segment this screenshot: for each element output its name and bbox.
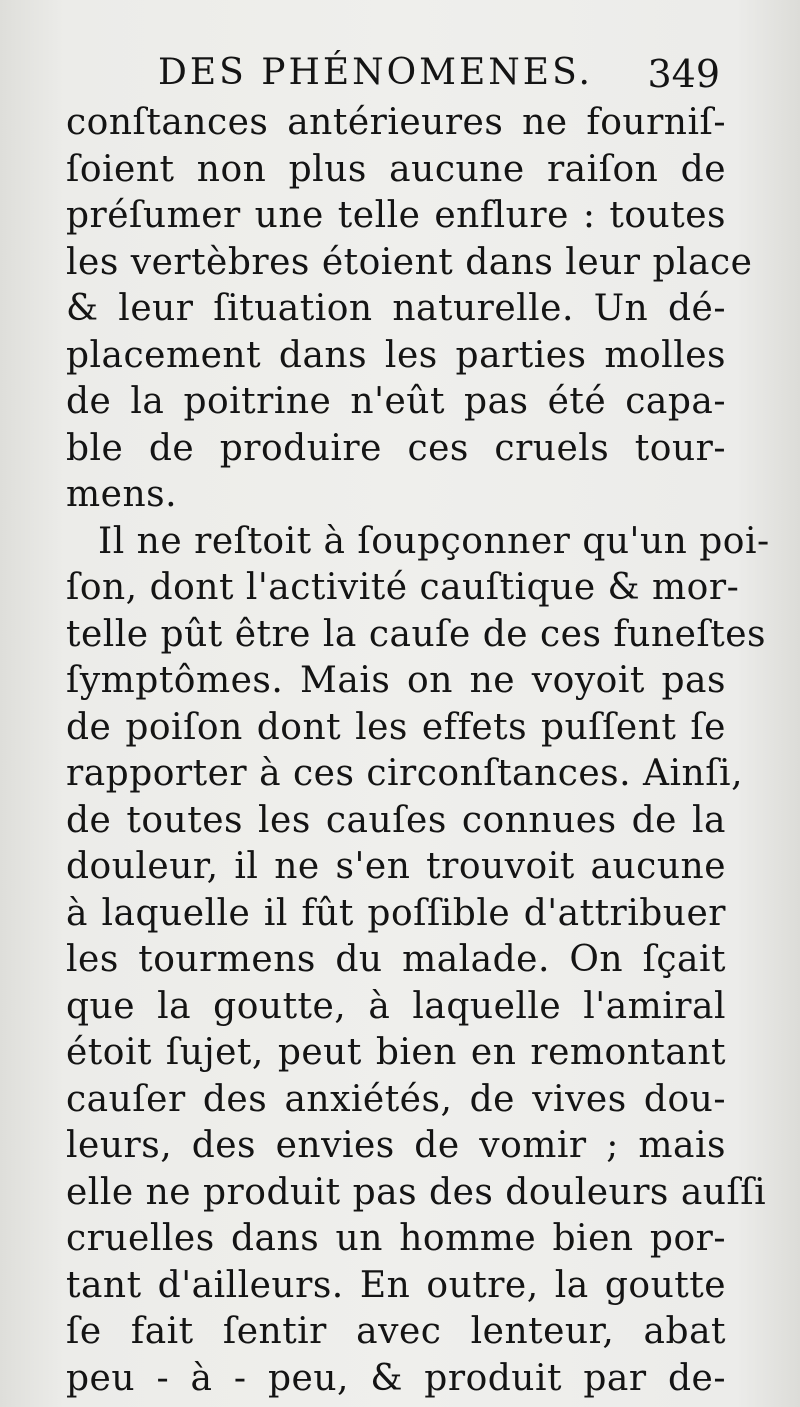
text-line: les tourmens du malade. On ſçait	[66, 939, 726, 980]
text-line: les vertèbres étoient dans leur place	[66, 241, 753, 283]
text-line: à laquelle il fût poſſible d'attribuer	[66, 892, 726, 934]
text-line: préſumer une telle enflure : toutes	[66, 195, 726, 236]
text-line: conſtances antérieures ne fourniſ-	[66, 102, 726, 143]
text-line: tant d'ailleurs. En outre, la goutte	[66, 1264, 726, 1306]
text-line: rapporter à ces circonſtances. Ainſi,	[66, 753, 744, 794]
text-line: étoit ſujet, peut bien en remontant	[66, 1032, 726, 1073]
text-line: ſon, dont l'activité cauſtique & mor-	[66, 567, 740, 608]
text-line: que la goutte, à laquelle l'amiral	[66, 985, 726, 1027]
body-text	[66, 100, 770, 1402]
text-line: leurs, des envies de vomir ; mais	[66, 1125, 726, 1166]
text-line: elle ne produit pas des douleurs auſſi	[66, 1171, 767, 1213]
text-line: peu - à - peu, & produit par de-	[66, 1357, 726, 1399]
text-line: cruelles dans un homme bien por-	[66, 1218, 726, 1259]
text-line: ble de produire ces cruels tour-	[66, 427, 726, 469]
text-line: ſoient non plus aucune raiſon de	[66, 148, 726, 190]
page-number: 349	[647, 52, 720, 96]
text-line: placement dans les parties molles	[66, 334, 726, 376]
text-line: de la poitrine n'eût pas été capa-	[66, 381, 726, 422]
text-line: de poiſon dont les effets puſſent ſe	[66, 706, 726, 748]
text-line: cauſer des anxiétés, de vives dou-	[66, 1078, 726, 1120]
text-line: Il ne reſtoit à ſoupçonner qu'un poi-	[98, 520, 770, 562]
text-line: ſe fait ſentir avec lenteur, abat	[66, 1311, 726, 1352]
page-header	[150, 52, 720, 104]
text-line: telle pût être la cauſe de ces funeſtes	[66, 613, 766, 655]
text-line: de toutes les cauſes connues de la	[66, 799, 726, 841]
text-line: ſymptômes. Mais on ne voyoit pas	[66, 660, 726, 701]
text-line: & leur ſituation naturelle. Un dé-	[66, 288, 726, 329]
text-line: mens.	[66, 474, 178, 515]
running-title: DES PHÉNOMENES.	[158, 52, 593, 93]
text-line: douleur, il ne s'en trouvoit aucune	[66, 846, 726, 887]
